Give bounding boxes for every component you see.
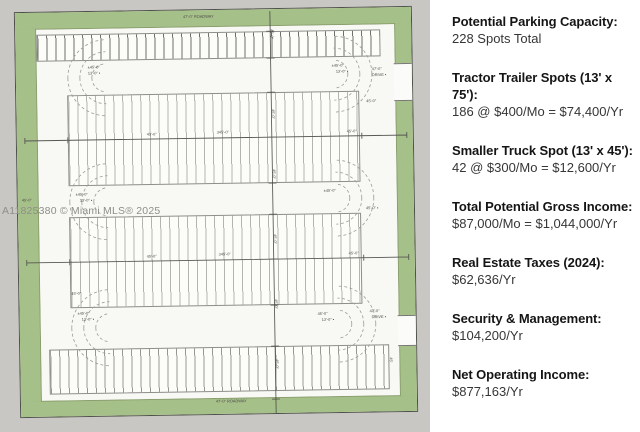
dimension-label: 45'-0" xyxy=(317,312,328,317)
dimension-label: ±45'-0" xyxy=(75,193,88,198)
dimension-label: 47'-0" ROADWAY xyxy=(182,15,214,20)
info-block-value: 42 @ $300/Mo = $12,600/Yr xyxy=(452,160,616,175)
dimension-label: 13'-0" ▪ xyxy=(321,318,335,323)
info-block-value: $104,200/Yr xyxy=(452,328,523,343)
dimension-label: 13'-0" ▪ xyxy=(81,317,95,323)
info-block xyxy=(452,198,634,232)
dimension-label: ±45'-0" xyxy=(331,63,344,69)
dimension-label: 45'-0" xyxy=(21,198,32,203)
dimension-label: 45'-0" xyxy=(274,359,279,370)
dimension-label: 45'-0" xyxy=(271,169,276,180)
dimension-label: 45'-0" xyxy=(146,132,157,137)
dimension-label: ±45'-0" xyxy=(323,189,336,194)
info-block xyxy=(452,310,634,344)
info-block-value: $62,636/Yr xyxy=(452,272,516,287)
dimension-label: DRIVE ▪ xyxy=(371,73,387,78)
dimension-label: 45'-0" xyxy=(348,251,359,256)
dimension-label: 45' xyxy=(388,357,393,363)
info-block xyxy=(452,366,634,400)
dimension-label: 13'-0" ▪ xyxy=(87,71,101,76)
dimension-label: ±45'-0" xyxy=(87,65,100,70)
info-block-title: Security & Management: xyxy=(452,311,602,326)
dimension-label: 45'-0" ▪ xyxy=(365,206,379,211)
dimension-label: 45'-0" xyxy=(272,234,277,245)
dimension-label: 345'-0" xyxy=(218,252,231,257)
dimension-label: 45'-0" xyxy=(71,292,82,297)
dimension-label: 45'-0" xyxy=(270,109,275,120)
info-block-value: 186 @ $400/Mo = $74,400/Yr xyxy=(452,104,624,119)
mls-watermark: A11825380 © Miami MLS® 2025 xyxy=(2,205,161,217)
dimension-label: 345'-0" xyxy=(216,130,229,135)
dimension-label: 47'-0" xyxy=(369,309,380,314)
dimension-label: ±45'-0" xyxy=(77,311,90,317)
info-block-value: $87,000/Mo = $1,044,000/Yr xyxy=(452,216,618,231)
dimension-label: DRIVE ▪ xyxy=(371,315,387,320)
financial-summary-panel xyxy=(430,0,640,432)
dimension-label: 47'-0" xyxy=(371,67,382,72)
info-block-title: Tractor Trailer Spots (13' x 75'): xyxy=(452,70,612,102)
dimension-label: 47'-0" ROADWAY xyxy=(215,399,247,404)
info-block-title: Smaller Truck Spot (13' x 45'): xyxy=(452,143,633,158)
info-block-title: Total Potential Gross Income: xyxy=(452,199,633,214)
info-block xyxy=(452,13,634,47)
dimension-label: 45'-0" xyxy=(346,129,357,134)
info-block xyxy=(452,69,634,120)
dimension-label: 45'-0" xyxy=(146,254,157,259)
dimension-label: 13'-0" ▪ xyxy=(79,198,93,204)
info-block-value: 228 Spots Total xyxy=(452,31,542,46)
info-block-title: Net Operating Income: xyxy=(452,367,590,382)
info-block-title: Potential Parking Capacity: xyxy=(452,14,618,29)
info-block xyxy=(452,254,634,288)
info-block-value: $877,163/Yr xyxy=(452,384,523,399)
info-block xyxy=(452,142,634,176)
dimension-label: 45'-0" xyxy=(273,299,278,310)
dimension-label: 45'-0" xyxy=(366,99,377,104)
info-block-title: Real Estate Taxes (2024): xyxy=(452,255,605,270)
dimension-label: 45'-0" xyxy=(269,29,274,40)
dimension-label: 13'-0" ▪ xyxy=(335,69,349,75)
